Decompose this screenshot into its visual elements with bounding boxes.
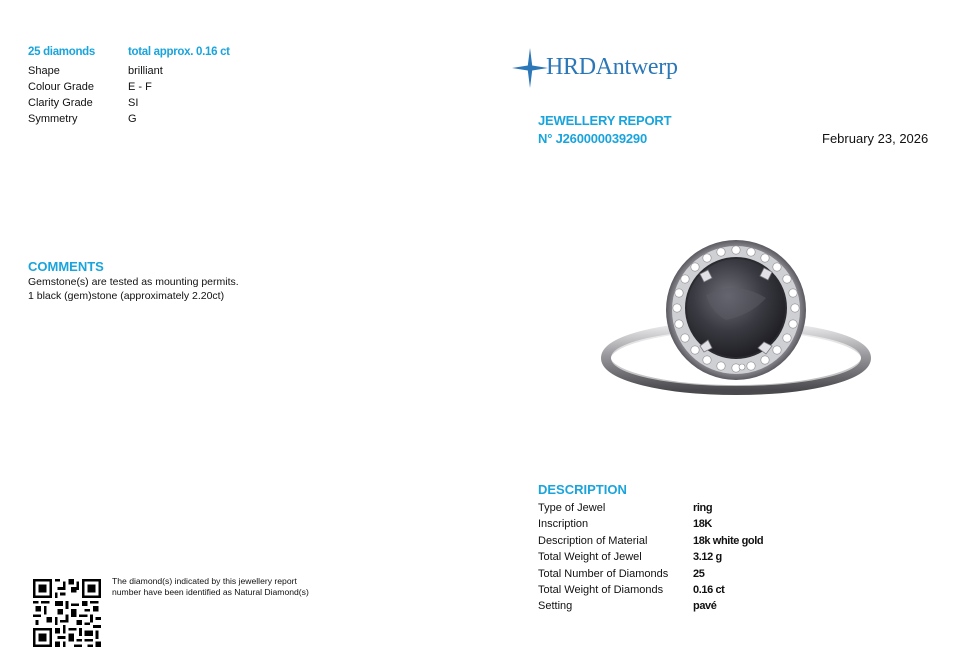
diamond-colour-value: E - F bbox=[128, 81, 152, 93]
hrd-antwerp-logo bbox=[510, 46, 710, 90]
diamond-weight-label: Total Weight of Diamonds bbox=[538, 584, 664, 597]
report-date: February 23, 2026 bbox=[822, 131, 929, 146]
diamond-symmetry-value: G bbox=[128, 113, 137, 125]
comments-body bbox=[28, 275, 239, 303]
diamond-count-label: Total Number of Diamonds bbox=[538, 567, 669, 580]
type-of-jewel-label: Type of Jewel bbox=[538, 502, 606, 514]
inscription-label: Inscription bbox=[538, 518, 589, 531]
description-row bbox=[538, 500, 763, 516]
comments-title: COMMENTS bbox=[28, 259, 104, 274]
natural-diamond-note: The diamond(s) indicated by this jewellery report number have been identified as Natural Diamond(s) bbox=[112, 576, 309, 597]
description-row bbox=[538, 549, 763, 565]
setting-label: Setting bbox=[538, 600, 573, 613]
report-number: N° J260000039290 bbox=[538, 131, 647, 146]
diamond-count-value: 25 bbox=[693, 567, 705, 580]
diamond-clarity-value: SI bbox=[128, 97, 139, 109]
diamonds-table bbox=[28, 63, 163, 127]
diamond-shape-value: brilliant bbox=[128, 65, 163, 77]
diamond-clarity-label: Clarity Grade bbox=[28, 97, 93, 109]
material-label: Description of Material bbox=[538, 534, 648, 547]
diamond-weight-value: 0.16 ct bbox=[693, 584, 725, 597]
inscription-value: 18K bbox=[693, 518, 712, 531]
type-of-jewel-value: ring bbox=[693, 502, 713, 514]
description-row bbox=[538, 582, 763, 598]
diamonds-row bbox=[28, 111, 163, 127]
diamond-colour-label: Colour Grade bbox=[28, 81, 95, 93]
material-value: 18k white gold bbox=[693, 534, 764, 547]
jewel-weight-value: 3.12 g bbox=[693, 551, 722, 564]
diamonds-count: 25 diamonds bbox=[28, 46, 95, 58]
diamonds-total: total approx. 0.16 ct bbox=[128, 46, 230, 58]
description-row bbox=[538, 516, 763, 532]
diamond-shape-label: Shape bbox=[28, 65, 60, 77]
four-point-star-icon bbox=[510, 46, 550, 90]
description-row bbox=[538, 566, 763, 582]
jewel-weight-label: Total Weight of Jewel bbox=[538, 551, 642, 564]
comments-line: Gemstone(s) are tested as mounting permits. bbox=[28, 276, 239, 288]
description-table bbox=[538, 500, 763, 615]
ring-photo bbox=[596, 240, 876, 408]
diamond-symmetry-label: Symmetry bbox=[28, 113, 78, 125]
diamonds-row bbox=[28, 63, 163, 79]
comments-line: 1 black (gem)stone (approximately 2.20ct) bbox=[28, 290, 225, 302]
qr-code-icon[interactable] bbox=[33, 579, 101, 647]
diamonds-row bbox=[28, 79, 163, 95]
logo-text: HRDAntwerp bbox=[546, 54, 678, 80]
description-title: DESCRIPTION bbox=[538, 482, 627, 497]
diamonds-heading bbox=[28, 46, 230, 58]
description-row bbox=[538, 533, 763, 549]
setting-value: pavé bbox=[693, 600, 717, 613]
diamonds-row bbox=[28, 95, 163, 111]
report-title: JEWELLERY REPORT bbox=[538, 113, 672, 128]
description-row bbox=[538, 598, 763, 614]
